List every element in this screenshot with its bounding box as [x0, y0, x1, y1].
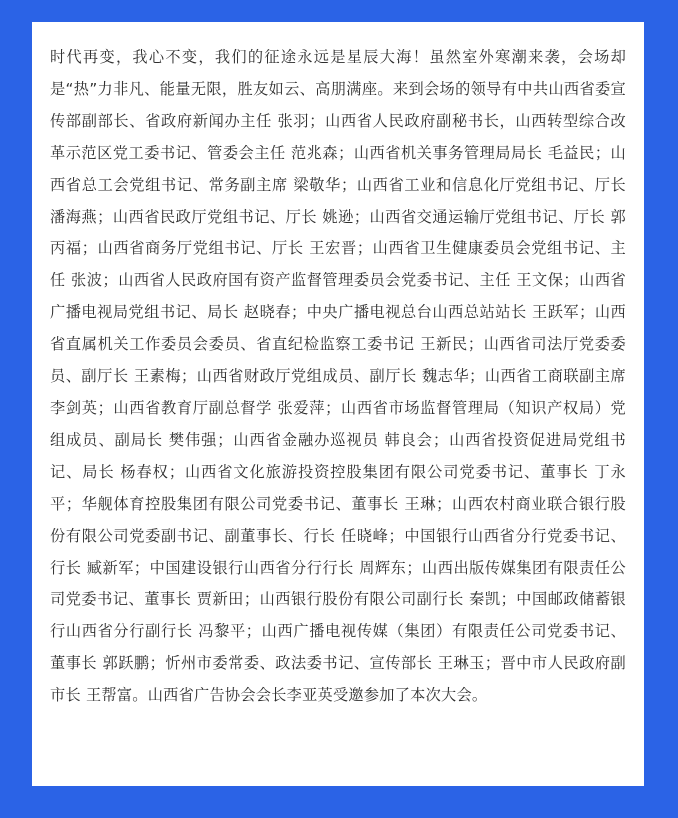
- article-card: [32, 22, 644, 786]
- article-paragraph: 时代再变，我心不变，我们的征途永远是星辰大海！虽然室外寒潮来袭，会场却是“热”力非凡、能量无限，胜友如云、高朋满座。来到会场的领导有中共山西省委宣传部副部长、省政府新闻办主任 张羽；山西省人民政府副秘书长，山西转型综合改革示范区党工委书记、管委会主任 范兆森；山西省机关事务管理局局长 毛益民；山西省总工会党组书记、常务副主席 梁敬华；山西省工业和信息化厅党组书记、厅长 潘海燕；山西省民政厅党组书记、厅长 姚逊；山西省交通运输厅党组书记、厅长 郭丙福；山西省商务厅党组书记、厅长 王宏晋；山西省卫生健康委员会党组书记、主任 张波；山西省人民政府国有资产监督管理委员会党委书记、主任 王文保；山西省广播电视局党组书记、局长 赵晓春；中央广播电视总台山西总站站长 王跃军；山西省直属机关工作委员会委员、省直纪检监察工委书记 王新民；山西省司法厅党委委员、副厅长 王素梅；山西省财政厅党组成员、副厅长 魏志华；山西省工商联副主席 李剑英；山西省教育厅副总督学 张爱萍；山西省市场监督管理局（知识产权局）党组成员、副局长 樊伟强；山西省金融办巡视员 韩良会；山西省投资促进局党组书记、局长 杨春权；山西省文化旅游投资控股集团有限公司党委书记、董事长 丁永平；华舰体育控股集团有限公司党委书记、董事长 王琳；山西农村商业联合银行股份有限公司党委副书记、副董事长、行长 任晓峰；中国银行山西省分行党委书记、行长 臧新军；中国建设银行山西省分行行长 周辉东；山西出版传媒集团有限责任公司党委书记、董事长 贾新田；山西银行股份有限公司副行长 秦凯；中国邮政储蓄银行山西省分行副行长 冯黎平；山西广播电视传媒（集团）有限责任公司党委书记、董事长 郭跃鹏；忻州市委常委、政法委书记、宣传部长 王琳玉；晋中市人民政府副市长 王帮富。山西省广告协会会长李亚英受邀参加了本次大会。: [50, 48, 626, 705]
